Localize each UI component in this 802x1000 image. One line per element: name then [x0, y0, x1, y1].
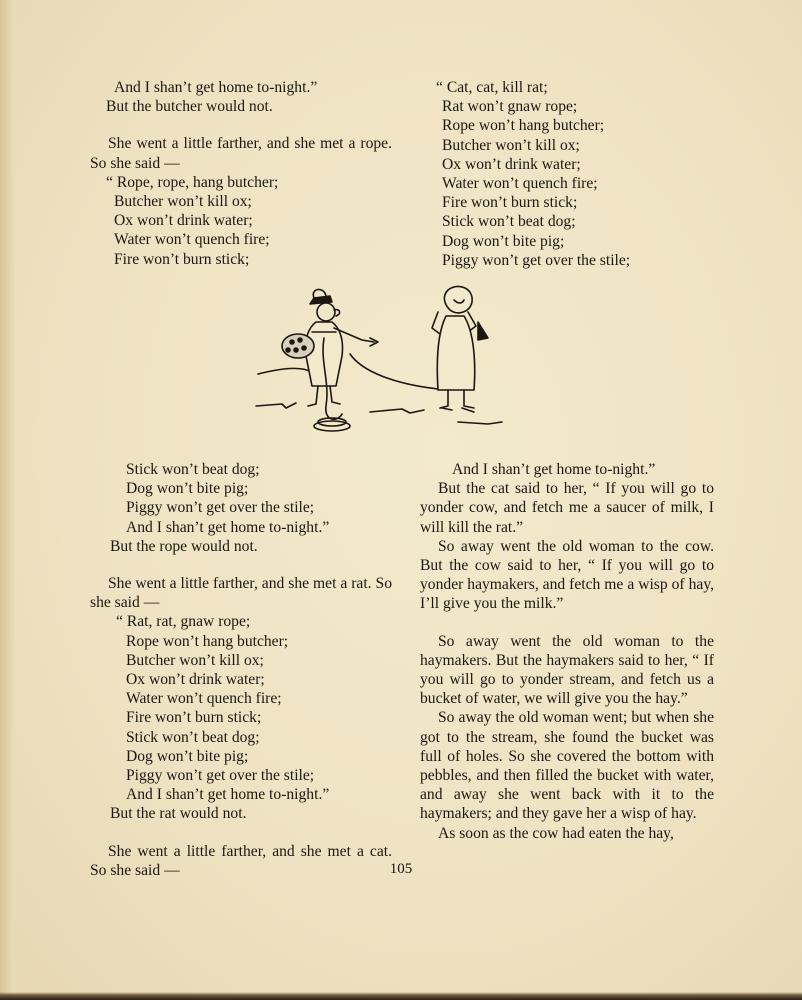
verse-line: Piggy won’t get over the stile; [442, 251, 631, 269]
verse-line: Ox won’t drink water; [442, 155, 581, 173]
verse-line: Dog won’t bite pig; [126, 747, 249, 765]
verse-rat [90, 612, 392, 804]
old-woman-figure [432, 286, 488, 412]
butcher-figure [282, 289, 378, 431]
verse-line: And I shan’t get home to-night.” [126, 518, 330, 536]
line-rat-refusal-wrap [90, 804, 392, 823]
paragraph-haymakers-reply: So away went the old woman to the haymakers. But the haymakers said to her, “ If you will go to yonder stream, and fetch us a bucket of water, we will give you the hay.” [420, 632, 714, 708]
paragraph-met-rope: She went a little farther, and she met a rope. So she said — [90, 135, 392, 172]
verse-line: Dog won’t bite pig; [442, 232, 565, 250]
paragraph-met-cat: She went a little farther, and she met a cat. So she said — [90, 842, 392, 879]
paragraph-gap [90, 556, 392, 574]
verse-line: Fire won’t burn stick; [442, 194, 578, 212]
verse-line: Rat won’t gnaw rope; [442, 98, 578, 116]
verse-line: Butcher won’t kill ox; [442, 136, 580, 154]
verse-line: Butcher won’t kill ox; [114, 193, 252, 211]
verse-line: And I shan’t get home to-night.” [452, 461, 656, 478]
text-column-bottom-right [420, 460, 714, 843]
paragraph-gap [90, 824, 392, 842]
paragraph-cow-ate-hay: As soon as the cow had eaten the hay, [438, 824, 674, 842]
verse-line: “ Rope, rope, hang butcher; [106, 173, 279, 191]
paragraph-gap [420, 614, 714, 632]
verse-line: Stick won’t beat dog; [126, 728, 260, 746]
paragraph-gap [90, 116, 392, 134]
verse-line: Water won’t quench fire; [442, 175, 598, 193]
line-rope-refusal: But the rope would not. [110, 537, 258, 555]
ground-line [256, 403, 296, 408]
rope [350, 354, 448, 390]
verse-rope-continued [90, 460, 392, 537]
text-column-bottom-left [90, 460, 392, 880]
line-butcher-refusal-wrap [90, 97, 392, 116]
paragraph-bucket-holes: So away the old woman went; but when she got to the stream, she found the bucket was full of holes. So she covered the bottom with pebbles, and then filled the bucket with water, and away she went back with it to the haymakers; and they gave her a wisp of hay. [420, 709, 714, 823]
paragraph-met-rat: She went a little farther, and she met a rat. So she said — [90, 575, 392, 612]
verse-line: Rope won’t hang butcher; [442, 117, 605, 135]
page-bottom-edge [0, 992, 802, 1000]
line-rope-refusal-wrap [90, 537, 392, 556]
verse-line: Fire won’t burn stick; [114, 250, 250, 268]
verse-line: Dog won’t bite pig; [126, 480, 249, 498]
line-butcher-refusal: But the butcher would not. [106, 98, 273, 116]
verse-line: Ox won’t drink water; [114, 212, 253, 230]
illustration-woman-and-butcher [252, 282, 512, 446]
page-number: 105 [389, 861, 413, 877]
paragraph-cow-reply: So away went the old woman to the cow. But the cow said to her, “ If you will go to yonder haymakers, and fetch me a wisp of hay, I’ll give you the milk.” [420, 537, 714, 613]
verse-line: Water won’t quench fire; [126, 690, 282, 708]
verse-line: “ Cat, cat, kill rat; [436, 79, 548, 96]
verse-cat-ending-wrap [420, 460, 714, 479]
verse-line: Ox won’t drink water; [126, 671, 265, 689]
verse-line: “ Rat, rat, gnaw rope; [116, 613, 251, 631]
verse-line: Water won’t quench fire; [114, 231, 270, 249]
verse-ending-butcher [90, 78, 392, 97]
text-column-top-right [422, 78, 722, 270]
verse-cat [422, 78, 722, 270]
page-left-edge [0, 0, 14, 1000]
verse-line: Rope won’t hang butcher; [126, 632, 289, 650]
verse-line: Piggy won’t get over the stile; [126, 767, 315, 785]
line-rat-refusal: But the rat would not. [110, 805, 247, 823]
verse-line: Stick won’t beat dog; [442, 213, 576, 231]
verse-rope [90, 173, 392, 269]
verse-line: And I shan’t get home to-night.” [126, 786, 330, 804]
verse-line: And I shan’t get home to-night.” [114, 79, 318, 96]
ground-line [370, 409, 424, 413]
verse-line: Butcher won’t kill ox; [126, 651, 264, 669]
ground-line [458, 422, 502, 424]
text-column-top-left [90, 78, 392, 269]
verse-line: Fire won’t burn stick; [126, 709, 262, 727]
verse-line: Stick won’t beat dog; [126, 461, 260, 478]
verse-line: Piggy won’t get over the stile; [126, 499, 315, 517]
paragraph-cat-reply: But the cat said to her, “ If you will go to yonder cow, and fetch me a saucer of milk, I will kill the rat.” [420, 480, 714, 536]
rope [258, 368, 312, 374]
